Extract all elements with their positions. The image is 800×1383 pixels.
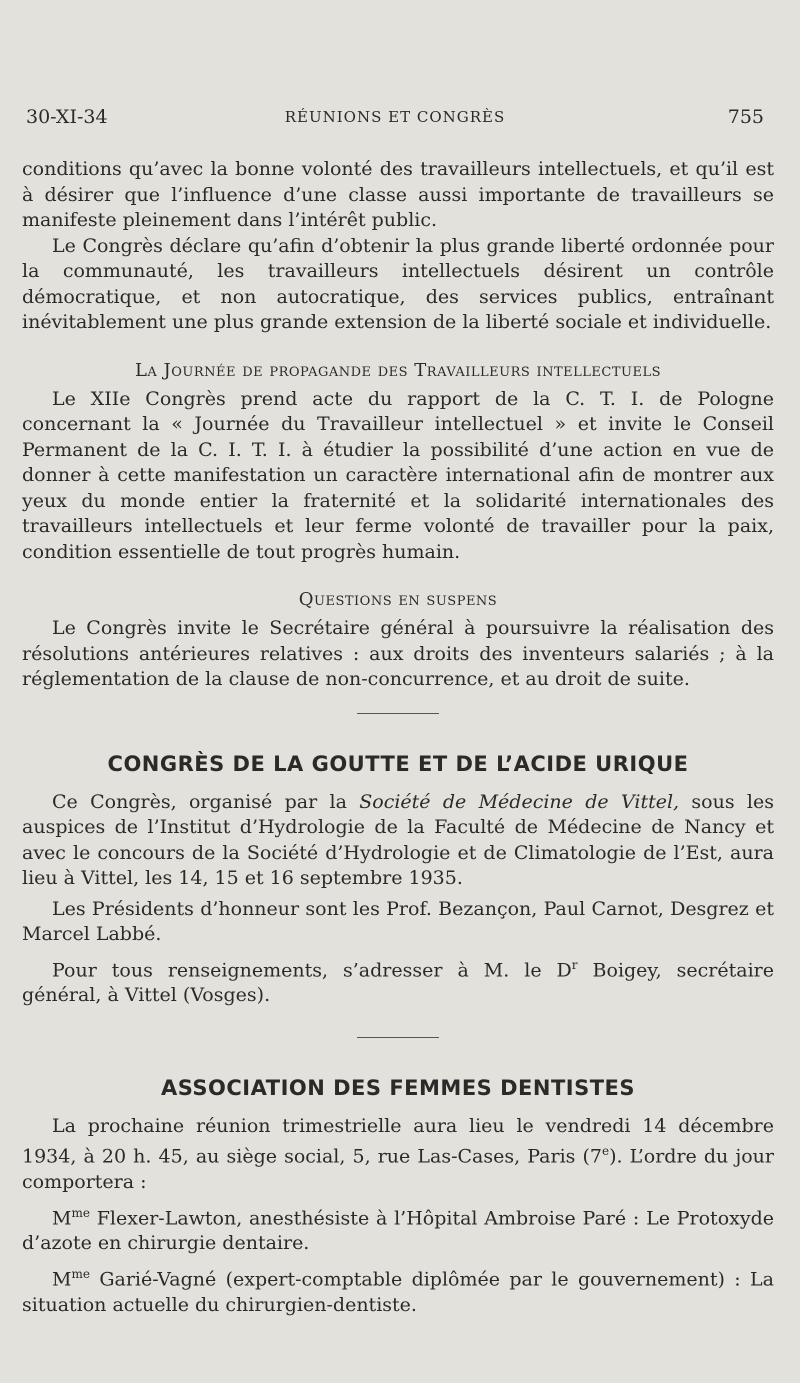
page-number: 755 [727, 106, 764, 128]
paragraph-xiie-congres: Le XIIe Congrès prend acte du rapport de la C. T. I. de Pologne concernant la « Journée du Travailleur intellectuel » et invite le Conseil Permanent de la C. I. T. I. à étudier la possibilité d’une action en vue de donner à cette manifestation un caractère international afin de montrer aux yeux du monde entier la fraternité et la solidarité internationales des travailleurs intellectuels et leur ferme volonté de travailler pour la paix, condition essentielle de tout progrès humain. [22, 387, 774, 563]
paragraph-garie-vagne [22, 1262, 774, 1318]
text-run: La prochaine réunion trimestrielle aura lieu le vendredi 14 décembre 1934, à 20 h. 45, au siège social, 5, rue Las-Cases, Paris (7 [22, 1114, 774, 1168]
text-run: M [52, 1206, 72, 1229]
society-name: Société de Médecine de Vittel, [359, 790, 680, 813]
paragraph-prochaine-reunion [22, 1114, 774, 1196]
paragraph-flexer-lawton [22, 1201, 774, 1257]
subheading-questions-suspens: Questions en suspens [298, 589, 498, 610]
section-divider [357, 1037, 439, 1038]
text-run: Garié-Vagné (expert-comptable diplômée par le gouvernement) : La situation actuelle du chirurgien-dentiste. [22, 1268, 774, 1316]
superscript: me [71, 1266, 90, 1281]
superscript: e [602, 1144, 610, 1159]
heading-association-femmes-dentistes: ASSOCIATION DES FEMMES DENTISTES [160, 1075, 636, 1100]
text-run: Flexer-Lawton, anesthésiste à l’Hôpital Ambroise Paré : Le Protoxyde d’azote en chirurgie dentaire. [22, 1206, 774, 1255]
section-divider [357, 713, 439, 714]
paragraph-questions: Le Congrès invite le Secrétaire général à poursuivre la réalisation des résolutions antérieures relatives : aux droits des inventeurs salariés ; à la réglementation de la clause de non-concurrence, et au droit de suite. [22, 617, 774, 690]
paragraph-congres-vittel [22, 790, 774, 892]
text-run: M [52, 1268, 72, 1291]
text-run: Ce Congrès, organisé par la [52, 790, 360, 813]
running-title: RÉUNIONS ET CONGRÈS [284, 108, 506, 126]
superscript: me [71, 1205, 90, 1220]
superscript: r [571, 957, 578, 972]
text-run: Boigey, secrétaire général, à Vittel (Vosges). [22, 958, 774, 1007]
paragraph-congres-declare: Le Congrès déclare qu’afin d’obtenir la plus grande liberté ordonnée pour la communauté, les travailleurs intellectuels désirent un contrôle démocratique, et non autocratique, des services publics, entraînant inévitablement une plus grande extension de la liberté sociale et individuelle. [22, 234, 774, 333]
text-run: ). L’ordre du jour comportera : [22, 1145, 774, 1194]
text-run: Pour tous renseignements, s’adresser à M. le D [52, 958, 572, 981]
page-body [22, 157, 774, 1318]
paragraph-renseignements [22, 953, 774, 1009]
page-header [26, 106, 764, 130]
heading-congres-goutte: CONGRÈS DE LA GOUTTE ET DE L’ACIDE URIQUE [107, 751, 689, 776]
header-date: 30-XI-34 [26, 106, 108, 128]
subheading-journee-propagande: La Journée de propagande des Travailleurs intellectuels [134, 359, 662, 381]
paragraph-continuation: conditions qu’avec la bonne volonté des travailleurs intellectuels, et qu’il est à désirer que l’influence d’une classe aussi importante de travailleurs se manifeste pleinement dans l’intérêt public. [22, 158, 774, 231]
text-run: sous les auspices de l’Institut d’Hydrologie de la Faculté de Médecine de Nancy et avec le concours de la Société d’Hydrologie et de Climatologie de l’Est, aura lieu à Vittel, les 14, 15 et 16 septembre 1935. [22, 790, 774, 889]
paragraph-presidents: Les Présidents d’honneur sont les Prof. Bezançon, Paul Carnot, Desgrez et Marcel Labbé. [22, 897, 774, 945]
